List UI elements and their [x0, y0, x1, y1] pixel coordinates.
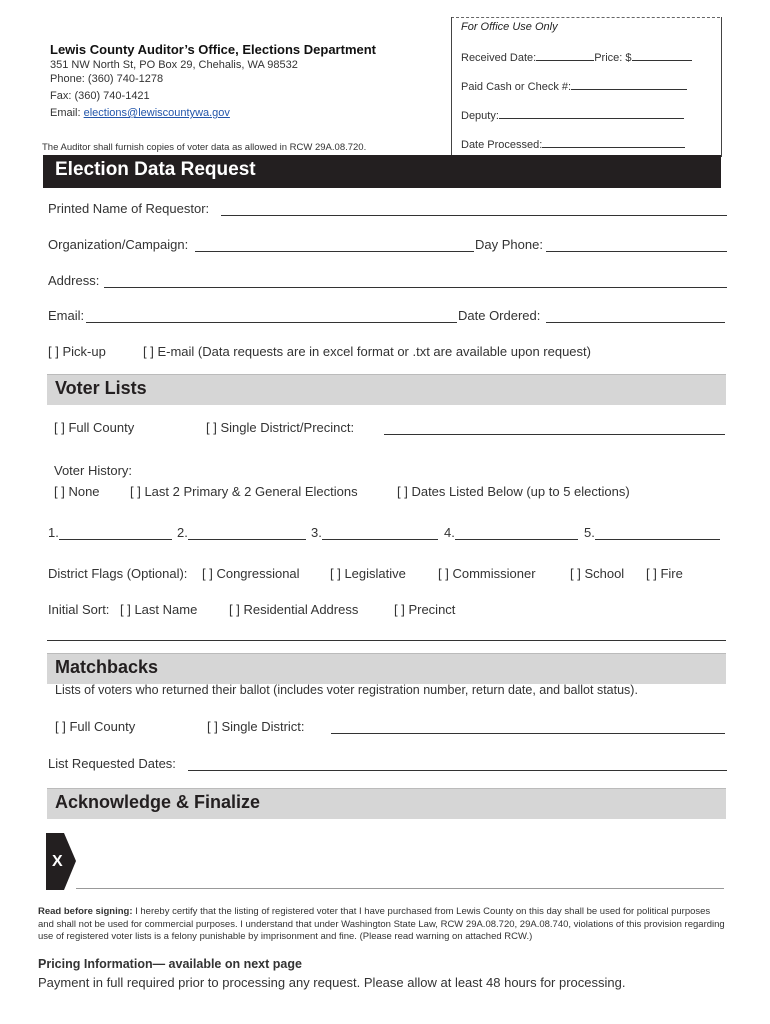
flag-commissioner-checkbox[interactable]: [ ] Commissioner — [438, 566, 536, 581]
matchback-full-county-checkbox[interactable]: [ ] Full County — [55, 719, 136, 734]
date-ordered-label: Date Ordered: — [458, 308, 541, 323]
payment-note: Payment in full required prior to processing any request. Please allow at least 48 hours for processing. — [38, 975, 626, 990]
email-link[interactable]: elections@lewiscountywa.gov — [83, 107, 230, 119]
pricing-info: Pricing Information— available on next page — [38, 957, 302, 971]
title-banner — [43, 155, 721, 188]
auditor-note: The Auditor shall furnish copies of voter data as allowed in RCW 29A.08.720. — [42, 142, 367, 153]
organization-label: Organization/Campaign: — [48, 237, 189, 252]
voter-district-field[interactable] — [384, 434, 725, 435]
voter-full-county-checkbox[interactable]: [ ] Full County — [54, 420, 135, 435]
email-label: Email: — [50, 107, 84, 119]
date-3-field[interactable] — [322, 539, 438, 540]
requested-dates-field[interactable] — [188, 770, 727, 771]
organization-field[interactable] — [195, 251, 474, 252]
requested-dates-label: List Requested Dates: — [48, 756, 176, 771]
address-field[interactable] — [104, 287, 727, 288]
read-before-signing — [38, 906, 728, 944]
flag-school-checkbox[interactable]: [ ] School — [570, 566, 625, 581]
paid-field[interactable] — [571, 79, 687, 90]
printed-name-label: Printed Name of Requestor: — [48, 201, 210, 216]
history-none-checkbox[interactable]: [ ] None — [54, 484, 100, 499]
date-ordered-field[interactable] — [546, 322, 725, 323]
email-delivery-checkbox[interactable]: [ ] E-mail (Data requests are in excel format or .txt are available upon request) — [143, 344, 591, 359]
sort-residential-checkbox[interactable]: [ ] Residential Address — [229, 602, 359, 617]
read-before-signing-text: I hereby certify that the listing of registered voter that I have purchased from Lewis County on this day shall be used for political purposes and shall not be used for commercial purposes. I understand that under Washington State Law, RCW 29A.08.720, 29A.08.740, violations of this provision regarding use of registered voter lists is a felony punishable by imprisonment and fine. (Please read warning on attached RCW.) — [38, 906, 725, 942]
received-date-field[interactable] — [536, 50, 594, 61]
voter-lists-divider — [47, 640, 726, 641]
date-2-field[interactable] — [188, 539, 306, 540]
voter-lists-header — [47, 374, 726, 405]
org-fax: Fax: (360) 740-1421 — [50, 90, 150, 102]
date-1-label: 1. — [48, 525, 59, 540]
office-deputy-row — [461, 108, 684, 122]
flag-legislative-checkbox[interactable]: [ ] Legislative — [330, 566, 406, 581]
page-title: Election Data Request — [55, 159, 256, 180]
district-flags-label: District Flags (Optional): — [48, 566, 188, 581]
printed-name-field[interactable] — [221, 215, 727, 216]
org-email-row — [50, 107, 230, 119]
matchbacks-heading: Matchbacks — [55, 657, 159, 677]
matchbacks-description: Lists of voters who returned their ballot (includes voter registration number, return date, and ballot status). — [55, 683, 638, 697]
org-name: Lewis County Auditor’s Office, Elections Department — [50, 42, 377, 57]
voter-lists-heading: Voter Lists — [55, 378, 147, 398]
day-phone-label: Day Phone: — [475, 237, 543, 252]
acknowledge-heading: Acknowledge & Finalize — [55, 792, 261, 812]
matchbacks-header — [47, 653, 726, 684]
date-4-label: 4. — [444, 525, 455, 540]
requestor-email-field[interactable] — [86, 322, 457, 323]
read-before-signing-label: Read before signing: — [38, 906, 133, 917]
day-phone-field[interactable] — [546, 251, 727, 252]
initial-sort-label: Initial Sort: — [48, 602, 110, 617]
price-field[interactable] — [632, 50, 692, 61]
signature-mark: X — [52, 853, 63, 870]
date-processed-label: Date Processed: — [461, 139, 543, 151]
received-date-label: Received Date: — [461, 52, 537, 64]
matchback-single-district-checkbox[interactable]: [ ] Single District: — [207, 719, 305, 734]
price-label: Price: $ — [594, 52, 632, 64]
history-dates-checkbox[interactable]: [ ] Dates Listed Below (up to 5 elections) — [397, 484, 630, 499]
date-5-label: 5. — [584, 525, 595, 540]
flag-congressional-checkbox[interactable]: [ ] Congressional — [202, 566, 300, 581]
sort-precinct-checkbox[interactable]: [ ] Precinct — [394, 602, 456, 617]
org-phone: Phone: (360) 740-1278 — [50, 73, 164, 85]
office-use-title: For Office Use Only — [461, 21, 558, 33]
date-5-field[interactable] — [595, 539, 720, 540]
date-2-label: 2. — [177, 525, 188, 540]
deputy-field[interactable] — [499, 108, 684, 119]
email-field-label: Email: — [48, 308, 85, 323]
deputy-label: Deputy: — [461, 110, 499, 122]
sort-last-name-checkbox[interactable]: [ ] Last Name — [120, 602, 198, 617]
pickup-checkbox[interactable]: [ ] Pick-up — [48, 344, 106, 359]
paid-label: Paid Cash or Check #: — [461, 81, 572, 93]
flag-fire-checkbox[interactable]: [ ] Fire — [646, 566, 683, 581]
acknowledge-header — [47, 788, 726, 819]
date-3-label: 3. — [311, 525, 322, 540]
voter-history-label: Voter History: — [54, 463, 133, 478]
signature-field[interactable] — [76, 888, 724, 889]
matchback-district-field[interactable] — [331, 733, 725, 734]
address-label: Address: — [48, 273, 100, 288]
date-processed-field[interactable] — [542, 137, 685, 148]
office-processed-row — [461, 137, 685, 151]
voter-single-district-checkbox[interactable]: [ ] Single District/Precinct: — [206, 420, 355, 435]
office-paid-row — [461, 79, 687, 93]
office-received-row — [461, 50, 692, 64]
date-1-field[interactable] — [59, 539, 172, 540]
date-4-field[interactable] — [455, 539, 578, 540]
org-address: 351 NW North St, PO Box 29, Chehalis, WA 98532 — [50, 59, 298, 71]
history-last-checkbox[interactable]: [ ] Last 2 Primary & 2 General Elections — [130, 484, 358, 499]
